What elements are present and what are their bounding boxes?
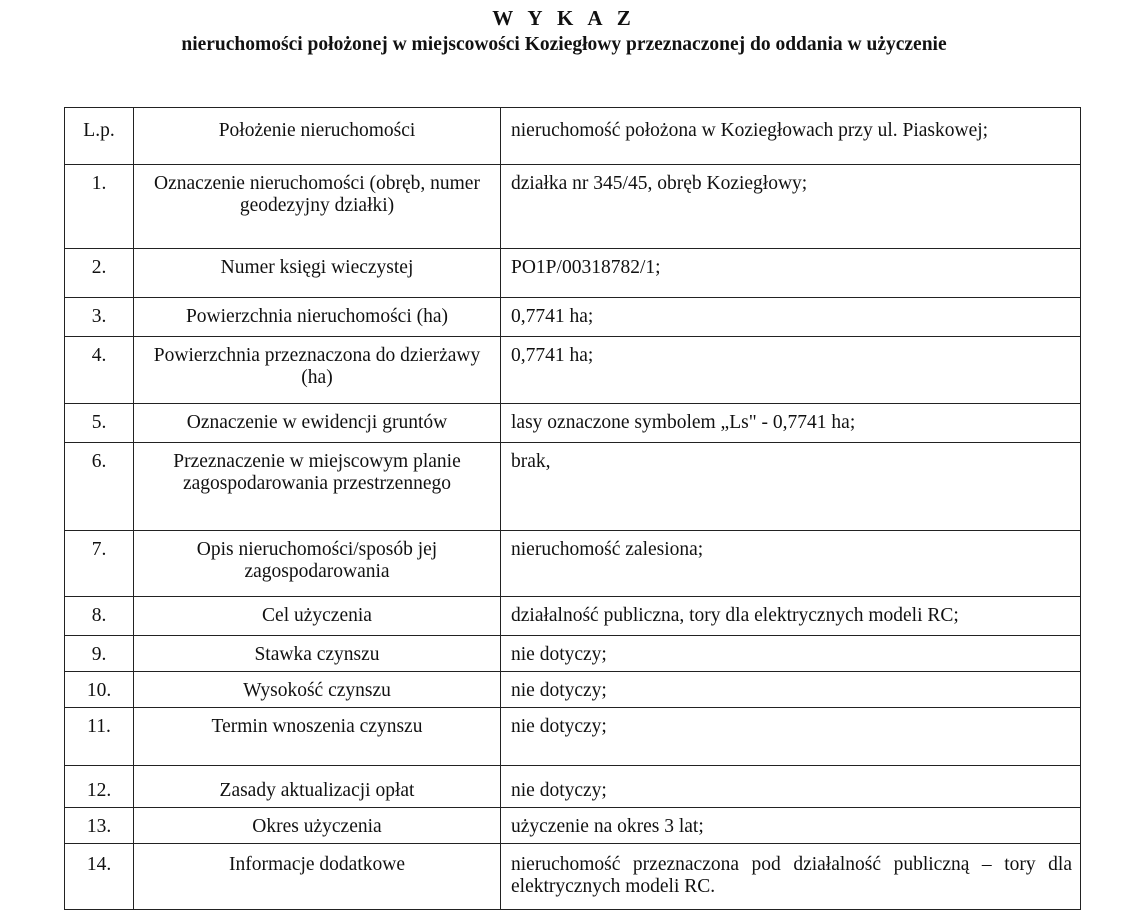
document-title: W Y K A Z: [492, 6, 636, 30]
row-label-cell: Okres użyczenia: [134, 808, 501, 844]
row-lp-cell: 4.: [65, 337, 134, 404]
row-lp-cell: 9.: [65, 636, 134, 672]
table-header-row: [65, 108, 1081, 165]
row-value-cell: użyczenie na okres 3 lat;: [501, 808, 1081, 844]
row-value-cell: działka nr 345/45, obręb Koziegłowy;: [501, 165, 1081, 249]
property-table: [64, 107, 1081, 910]
row-lp-cell: 8.: [65, 597, 134, 636]
table-row: [65, 404, 1081, 443]
row-value-cell: 0,7741 ha;: [501, 337, 1081, 404]
row-value-cell: działalność publiczna, tory dla elektrycznych modeli RC;: [501, 597, 1081, 636]
row-value-cell: nie dotyczy;: [501, 672, 1081, 708]
row-value-cell: lasy oznaczone symbolem „Ls" - 0,7741 ha;: [501, 404, 1081, 443]
row-lp-cell: 7.: [65, 531, 134, 597]
header-label-cell: Położenie nieruchomości: [134, 108, 501, 165]
table-row: [65, 298, 1081, 337]
row-value-cell: brak,: [501, 443, 1081, 531]
row-label-cell: Termin wnoszenia czynszu: [134, 708, 501, 766]
table-row: [65, 531, 1081, 597]
row-label-cell: Oznaczenie w ewidencji gruntów: [134, 404, 501, 443]
row-value-cell: nie dotyczy;: [501, 708, 1081, 766]
row-value-cell: PO1P/00318782/1;: [501, 249, 1081, 298]
row-lp-cell: 12.: [65, 766, 134, 808]
row-value-cell: nie dotyczy;: [501, 636, 1081, 672]
header-lp-cell: L.p.: [65, 108, 134, 165]
row-lp-cell: 5.: [65, 404, 134, 443]
table-row: [65, 443, 1081, 531]
row-label-cell: Informacje dodatkowe: [134, 844, 501, 910]
table-row: [65, 597, 1081, 636]
row-label-cell: Przeznaczenie w miejscowym planie zagospodarowania przestrzennego: [134, 443, 501, 531]
row-lp-cell: 6.: [65, 443, 134, 531]
row-label-cell: Powierzchnia przeznaczona do dzierżawy (ha): [134, 337, 501, 404]
document-subtitle: nieruchomości położonej w miejscowości Koziegłowy przeznaczonej do oddania w użyczenie: [181, 34, 947, 55]
row-label-cell: Numer księgi wieczystej: [134, 249, 501, 298]
table-row: [65, 844, 1081, 910]
row-value-cell: nie dotyczy;: [501, 766, 1081, 808]
row-lp-cell: 13.: [65, 808, 134, 844]
table-row: [65, 708, 1081, 766]
row-label-cell: Wysokość czynszu: [134, 672, 501, 708]
row-label-cell: Opis nieruchomości/sposób jej zagospodarowania: [134, 531, 501, 597]
table-row: [65, 249, 1081, 298]
table-row: [65, 766, 1081, 808]
table-row: [65, 672, 1081, 708]
table-row: [65, 165, 1081, 249]
row-label-cell: Powierzchnia nieruchomości (ha): [134, 298, 501, 337]
header-value-cell: nieruchomość położona w Koziegłowach przy ul. Piaskowej;: [501, 108, 1081, 165]
row-label-cell: Cel użyczenia: [134, 597, 501, 636]
row-lp-cell: 3.: [65, 298, 134, 337]
row-value-cell: 0,7741 ha;: [501, 298, 1081, 337]
row-value-cell: nieruchomość zalesiona;: [501, 531, 1081, 597]
row-lp-cell: 11.: [65, 708, 134, 766]
row-lp-cell: 2.: [65, 249, 134, 298]
table-row: [65, 808, 1081, 844]
table-row: [65, 337, 1081, 404]
row-lp-cell: 10.: [65, 672, 134, 708]
row-value-cell: nieruchomość przeznaczona pod działalność publiczną – tory dla elektrycznych modeli RC.: [501, 844, 1081, 910]
row-lp-cell: 1.: [65, 165, 134, 249]
row-label-cell: Zasady aktualizacji opłat: [134, 766, 501, 808]
row-label-cell: Stawka czynszu: [134, 636, 501, 672]
table-row: [65, 636, 1081, 672]
row-label-cell: Oznaczenie nieruchomości (obręb, numer geodezyjny działki): [134, 165, 501, 249]
row-lp-cell: 14.: [65, 844, 134, 910]
